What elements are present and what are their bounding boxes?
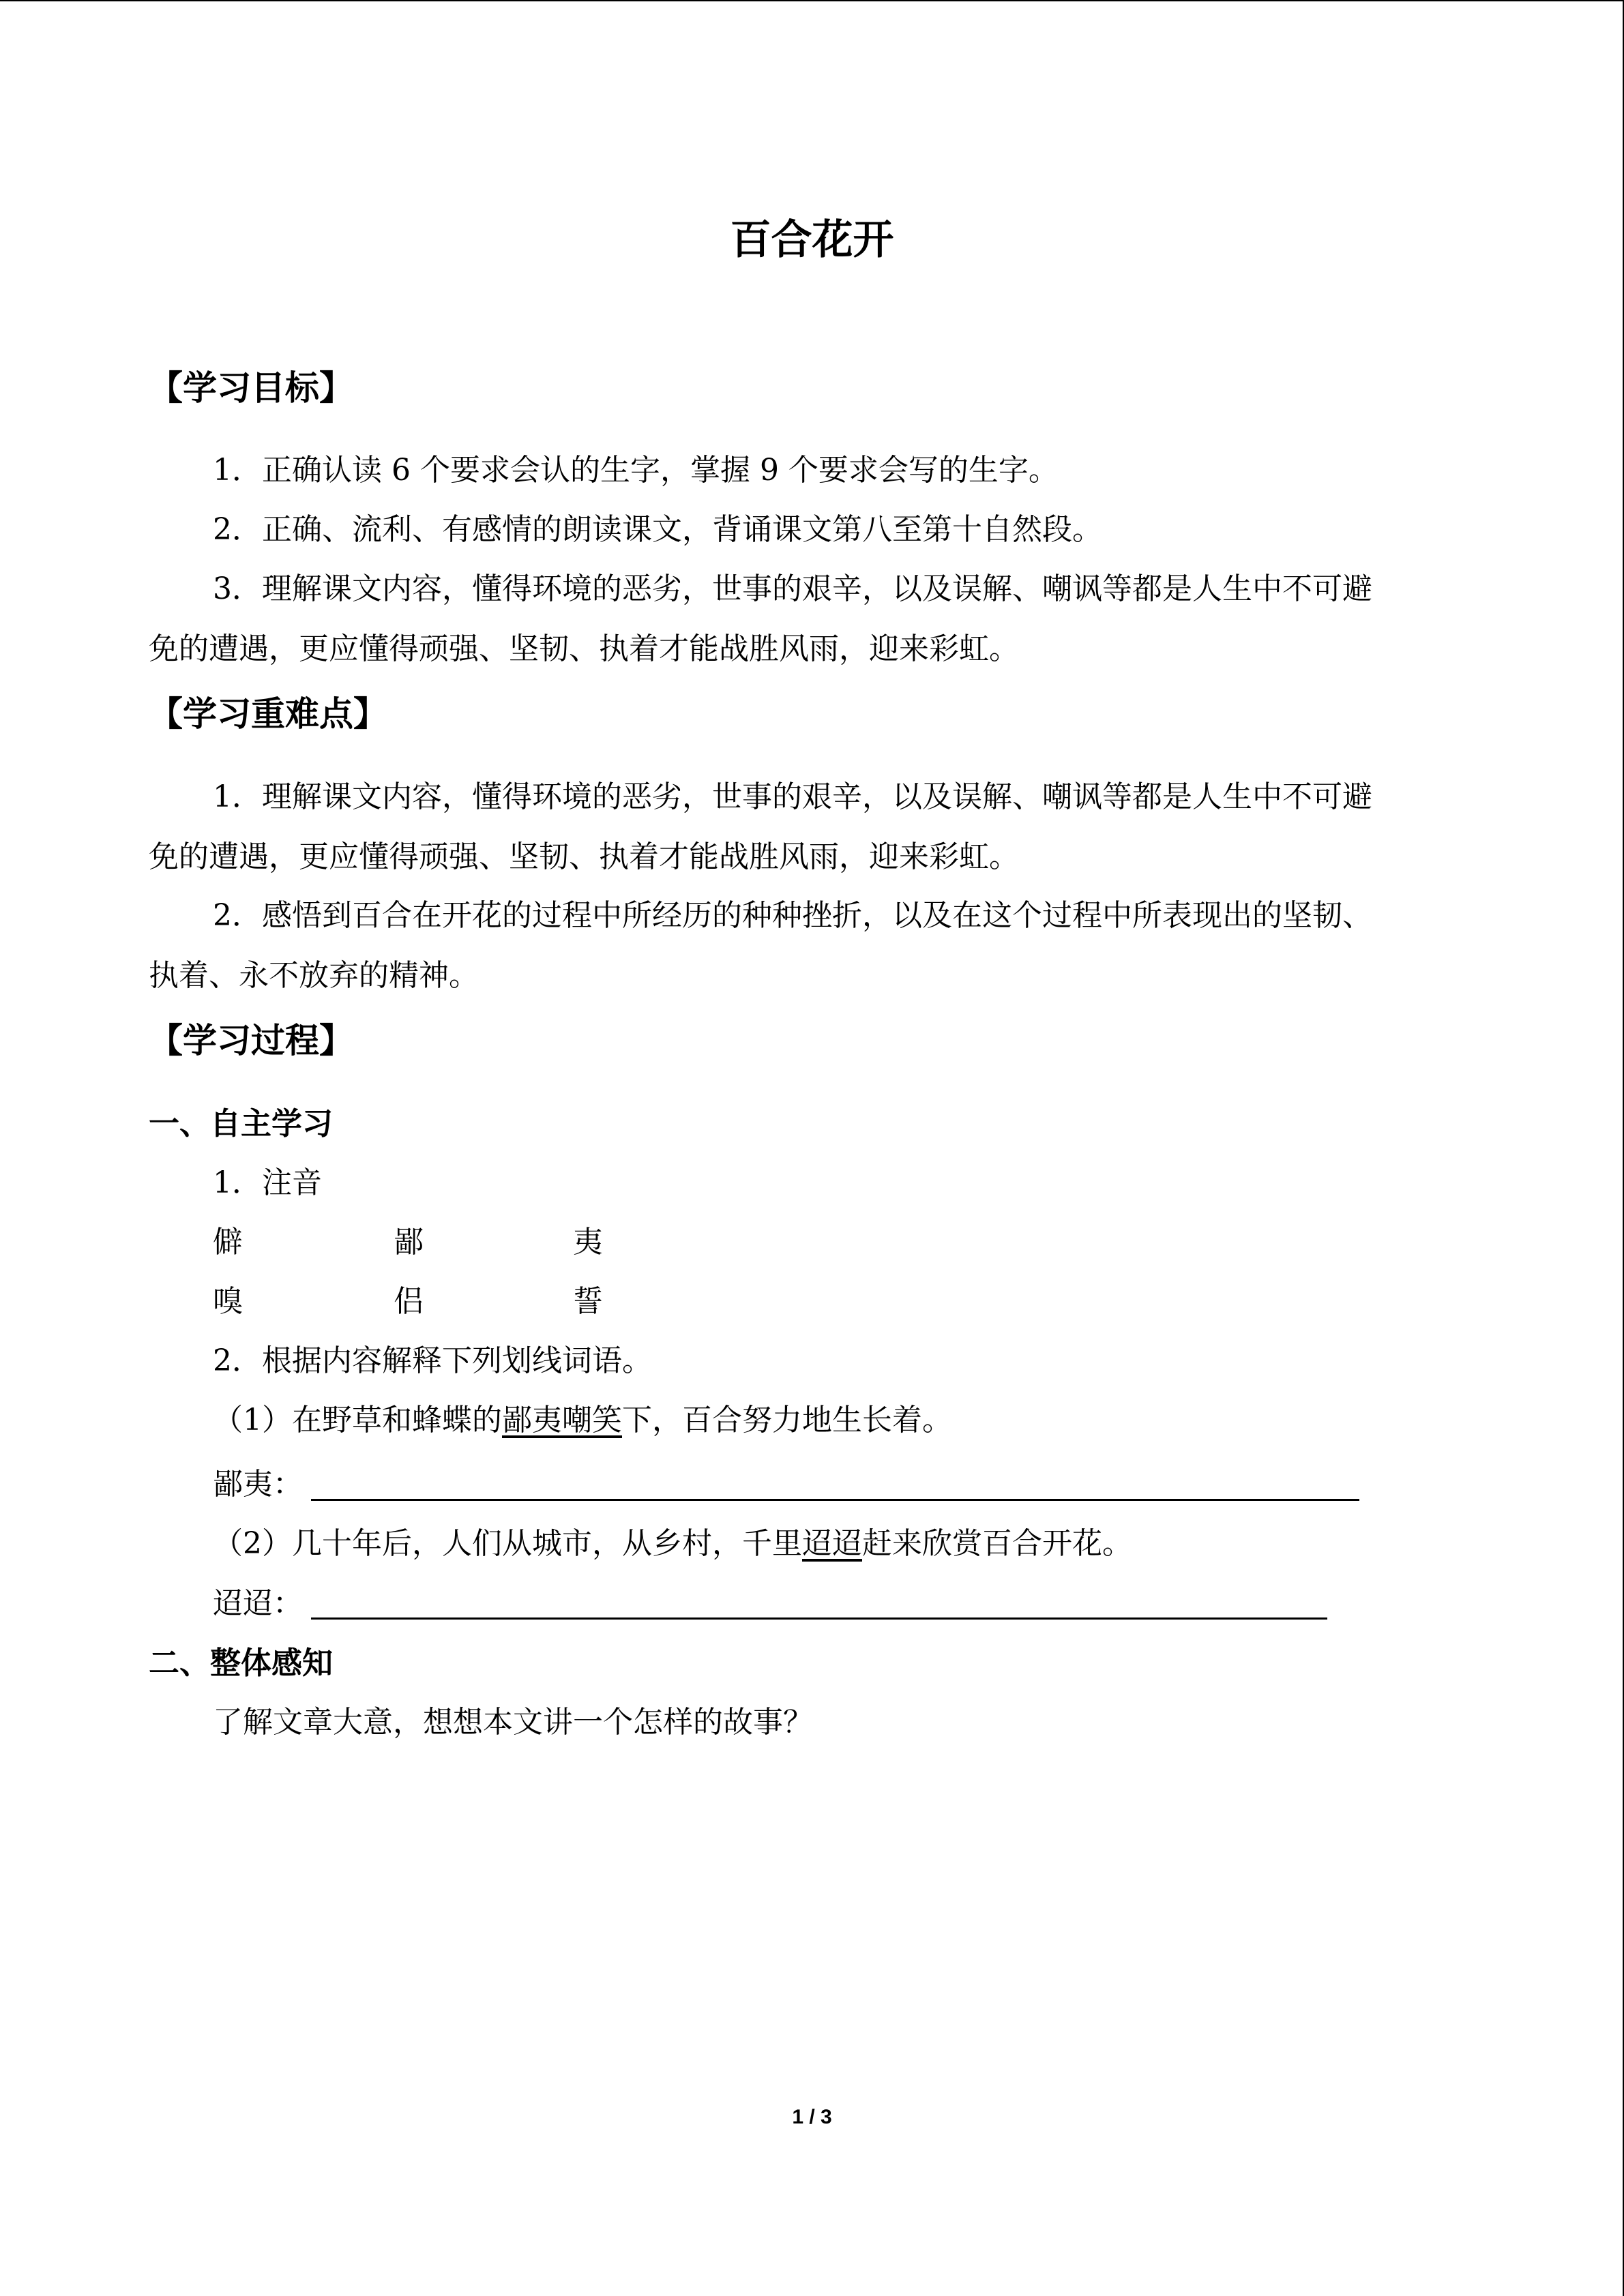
sentence-2-prefix: （2）几十年后，人们从城市，从乡村，千里 bbox=[213, 1526, 802, 1561]
key-point-1-line-1: 1．理解课文内容，懂得环境的恶劣，世事的艰辛，以及误解、嘲讽等都是人生中不可避 bbox=[213, 779, 1372, 814]
answer-1-label: 鄙夷： bbox=[213, 1467, 303, 1502]
part1-heading: 一、自主学习 bbox=[149, 1105, 334, 1142]
q1-label: 1．注音 bbox=[213, 1165, 322, 1200]
pinyin-char: 嗅 bbox=[213, 1284, 243, 1319]
underlined-word-1: 鄙夷嘲笑 bbox=[502, 1403, 622, 1437]
underlined-word-2: 迢迢 bbox=[802, 1526, 862, 1561]
page-title: 百合花开 bbox=[730, 216, 894, 264]
pinyin-char: 夷 bbox=[573, 1225, 603, 1259]
answer-2-blank[interactable] bbox=[311, 1617, 1327, 1620]
pinyin-char: 誓 bbox=[573, 1284, 603, 1319]
pinyin-char: 鄙 bbox=[394, 1225, 424, 1259]
goal-item-1: 1．正确认读 6 个要求会认的生字，掌握 9 个要求会写的生字。 bbox=[213, 453, 1059, 488]
sentence-1-prefix: （1）在野草和蜂蝶的 bbox=[213, 1403, 502, 1437]
answer-1-blank[interactable] bbox=[311, 1499, 1359, 1501]
pinyin-char: 侣 bbox=[394, 1284, 424, 1319]
section-heading-key-points: 【学习重难点】 bbox=[149, 694, 387, 734]
part2-heading: 二、整体感知 bbox=[149, 1645, 334, 1681]
section-heading-goals: 【学习目标】 bbox=[149, 368, 353, 408]
goal-item-2: 2．正确、流利、有感情的朗读课文，背诵课文第八至第十自然段。 bbox=[213, 512, 1102, 547]
page-number: 1 / 3 bbox=[792, 2106, 832, 2128]
key-point-2-line-1: 2．感悟到百合在开花的过程中所经历的种种挫折，以及在这个过程中所表现出的坚韧、 bbox=[213, 898, 1372, 933]
goal-item-3-line-2: 免的遭遇，更应懂得顽强、坚韧、执着才能战胜风雨，迎来彩虹。 bbox=[149, 631, 1019, 666]
q2-label: 2．根据内容解释下列划线词语。 bbox=[213, 1343, 652, 1378]
sentence-2 bbox=[213, 1523, 1132, 1564]
sentence-1-suffix: 下，百合努力地生长着。 bbox=[622, 1403, 952, 1437]
sentence-2-suffix: 赶来欣赏百合开花。 bbox=[862, 1526, 1132, 1561]
answer-2-label: 迢迢： bbox=[213, 1586, 303, 1621]
section-heading-process: 【学习过程】 bbox=[149, 1021, 353, 1060]
key-point-2-line-2: 执着、永不放弃的精神。 bbox=[149, 958, 479, 993]
sentence-1 bbox=[213, 1400, 952, 1441]
goal-item-3-line-1: 3．理解课文内容，懂得环境的恶劣，世事的艰辛，以及误解、嘲讽等都是人生中不可避 bbox=[213, 571, 1372, 606]
key-point-1-line-2: 免的遭遇，更应懂得顽强、坚韧、执着才能战胜风雨，迎来彩虹。 bbox=[149, 839, 1019, 874]
pinyin-char: 僻 bbox=[213, 1225, 243, 1259]
part2-question: 了解文章大意，想想本文讲一个怎样的故事？ bbox=[213, 1705, 813, 1740]
